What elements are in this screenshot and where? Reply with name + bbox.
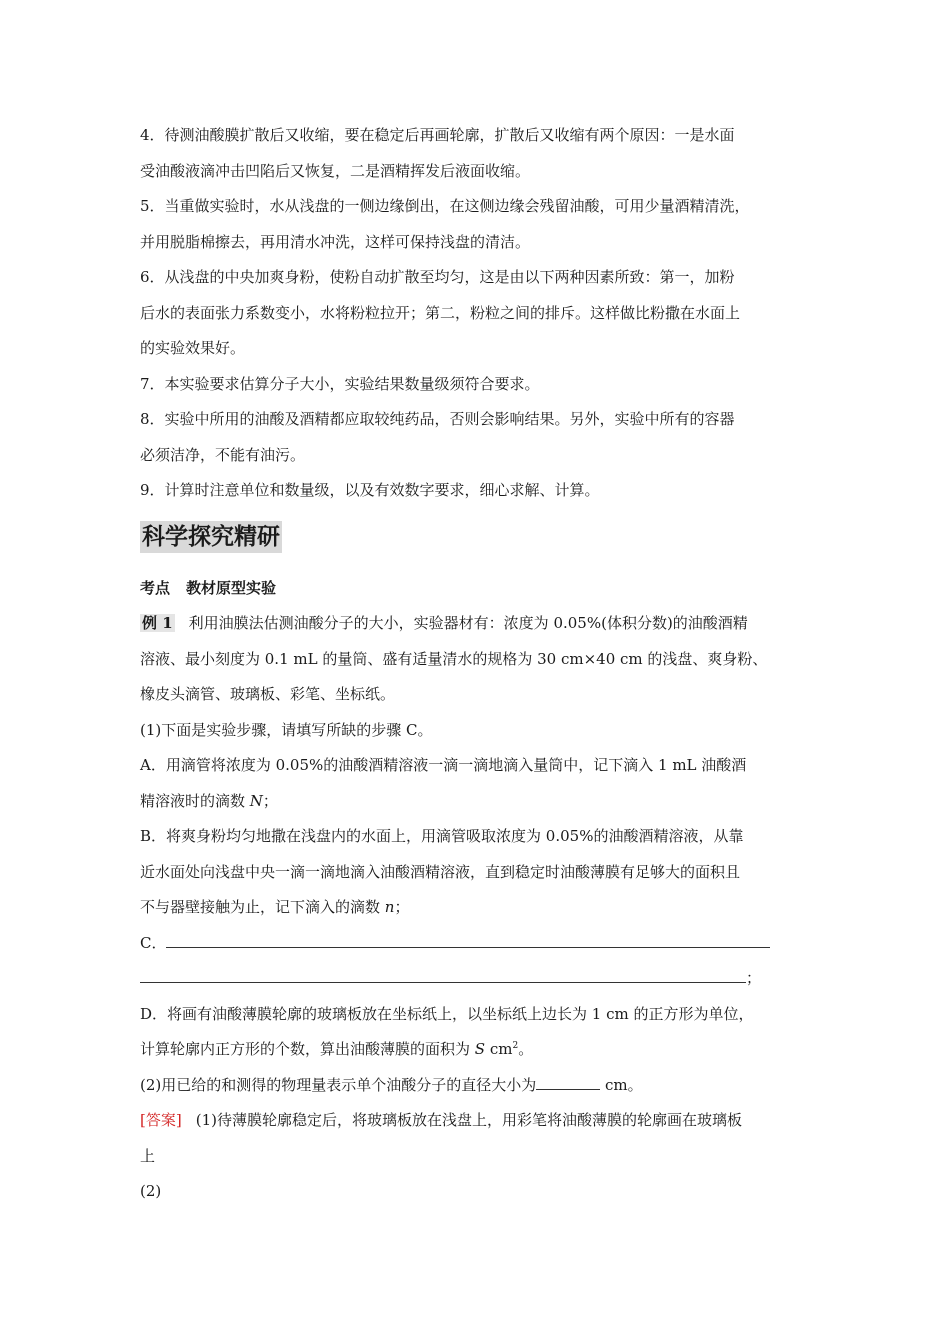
kaodian-title: 教材原型实验 <box>186 578 277 597</box>
step-c-line <box>140 961 820 997</box>
question-2-blank[interactable] <box>536 1088 600 1090</box>
variable-N: N <box>249 791 263 810</box>
step-c-end: ； <box>746 969 762 987</box>
step-b-line <box>140 890 820 926</box>
example-label: 例 1 <box>142 614 173 632</box>
answer-line <box>140 1103 820 1139</box>
variable-n: n <box>384 898 395 916</box>
answer-label: [答案] <box>140 1111 182 1129</box>
example-text-line: 橡皮头滴管、玻璃板、彩笔、坐标纸。 <box>140 685 396 703</box>
step-d-text: 计算轮廓内正方形的个数，算出油酸薄膜的面积为 <box>140 1040 475 1058</box>
note-line: 6．从浅盘的中央加爽身粉，使粉自动扩散至均匀，这是由以下两种因素所致：第一，加粉 <box>140 268 735 286</box>
step-a-text: 精溶液时的滴数 <box>140 791 250 810</box>
step-a-line <box>140 784 820 820</box>
step-c-blank[interactable] <box>166 946 770 948</box>
note-line: 必须洁净，不能有油污。 <box>140 445 306 464</box>
answer-text: (1)待薄膜轮廓稳定后，将玻璃板放在浅盘上，用彩笔将油酸薄膜的轮廓画在玻璃板 <box>195 1111 742 1129</box>
step-b-text: 不与器壁接触为止，记下滴入的滴数 <box>140 898 385 916</box>
question-1: (1)下面是实验步骤，请填写所缺的步骤 C。 <box>140 720 433 739</box>
example-text: 利用油膜法估测油酸分子的大小，实验器材有：浓度为 0.05%(体积分数)的油酸酒精 <box>188 614 748 632</box>
example-intro-line <box>140 606 820 642</box>
answer-line: 上 <box>140 1146 156 1165</box>
note-line: 7．本实验要求估算分子大小，实验结果数量级须符合要求。 <box>140 374 540 393</box>
step-a-end: ； <box>262 791 278 810</box>
section-header <box>140 521 820 565</box>
question-2-text: (2)用已给的和测得的物理量表示单个油酸分子的直径大小为 <box>140 1075 537 1094</box>
step-d-end: 。 <box>518 1040 534 1058</box>
note-line: 后水的表面张力系数变小，水将粉粒拉开；第二，粉粒之间的排斥。这样做比粉撒在水面上 <box>140 303 741 322</box>
example-text-line: 溶液、最小刻度为 0.1 mL 的量筒、盛有适量清水的规格为 30 cm×40 cm 的浅盘、爽身粉、 <box>140 649 768 668</box>
step-b-end: ； <box>394 898 410 916</box>
note-line: 并用脱脂棉擦去，再用清水冲洗，这样可保持浅盘的清洁。 <box>140 232 531 251</box>
step-a-line: A．用滴管将浓度为 0.05%的油酸酒精溶液一滴一滴地滴入量筒中，记下滴入 1 mL 油酸酒 <box>140 756 747 774</box>
kaodian-label: 考点 <box>140 578 171 597</box>
note-line: 8．实验中所用的油酸及酒精都应取较纯药品，否则会影响结果。另外，实验中所有的容器 <box>140 410 735 428</box>
step-b-line: B．将爽身粉均匀地撒在浅盘内的水面上，用滴管吸取浓度为 0.05%的油酸酒精溶液，从靠 <box>140 827 744 845</box>
step-b-line: 近水面处向浅盘中央一滴一滴地滴入油酸酒精溶液，直到稳定时油酸薄膜有足够大的面积且 <box>140 862 741 881</box>
step-c-label: C． <box>140 933 167 952</box>
answer-line: (2) <box>140 1182 162 1200</box>
step-c-blank-continued[interactable] <box>140 981 746 983</box>
step-c-line <box>140 926 820 962</box>
note-line: 5．当重做实验时，水从浅盘的一侧边缘倒出，在这侧边缘会残留油酸，可用少量酒精清洗， <box>140 197 750 215</box>
variable-S: S <box>474 1040 486 1058</box>
unit-exponent: 2 <box>512 1041 519 1051</box>
step-d-line <box>140 1032 820 1068</box>
step-d-line: D．将画有油酸薄膜轮廓的玻璃板放在坐标纸上，以坐标纸上边长为 1 cm 的正方形为单位， <box>140 1004 754 1023</box>
section-title: 科学探究精研 <box>140 521 282 553</box>
note-line: 受油酸液滴冲击凹陷后又恢复，二是酒精挥发后液面收缩。 <box>140 161 531 180</box>
unit-cm: cm <box>485 1040 513 1058</box>
question-2 <box>140 1068 820 1104</box>
note-line: 的实验效果好。 <box>140 339 246 357</box>
note-line: 9．计算时注意单位和数量级，以及有效数字要求，细心求解、计算。 <box>140 481 600 499</box>
question-2-unit: cm。 <box>600 1075 643 1094</box>
document-page <box>140 118 820 1210</box>
kaodian-heading <box>140 571 820 607</box>
note-line: 4．待测油酸膜扩散后又收缩，要在稳定后再画轮廓，扩散后又收缩有两个原因：一是水面 <box>140 126 735 144</box>
